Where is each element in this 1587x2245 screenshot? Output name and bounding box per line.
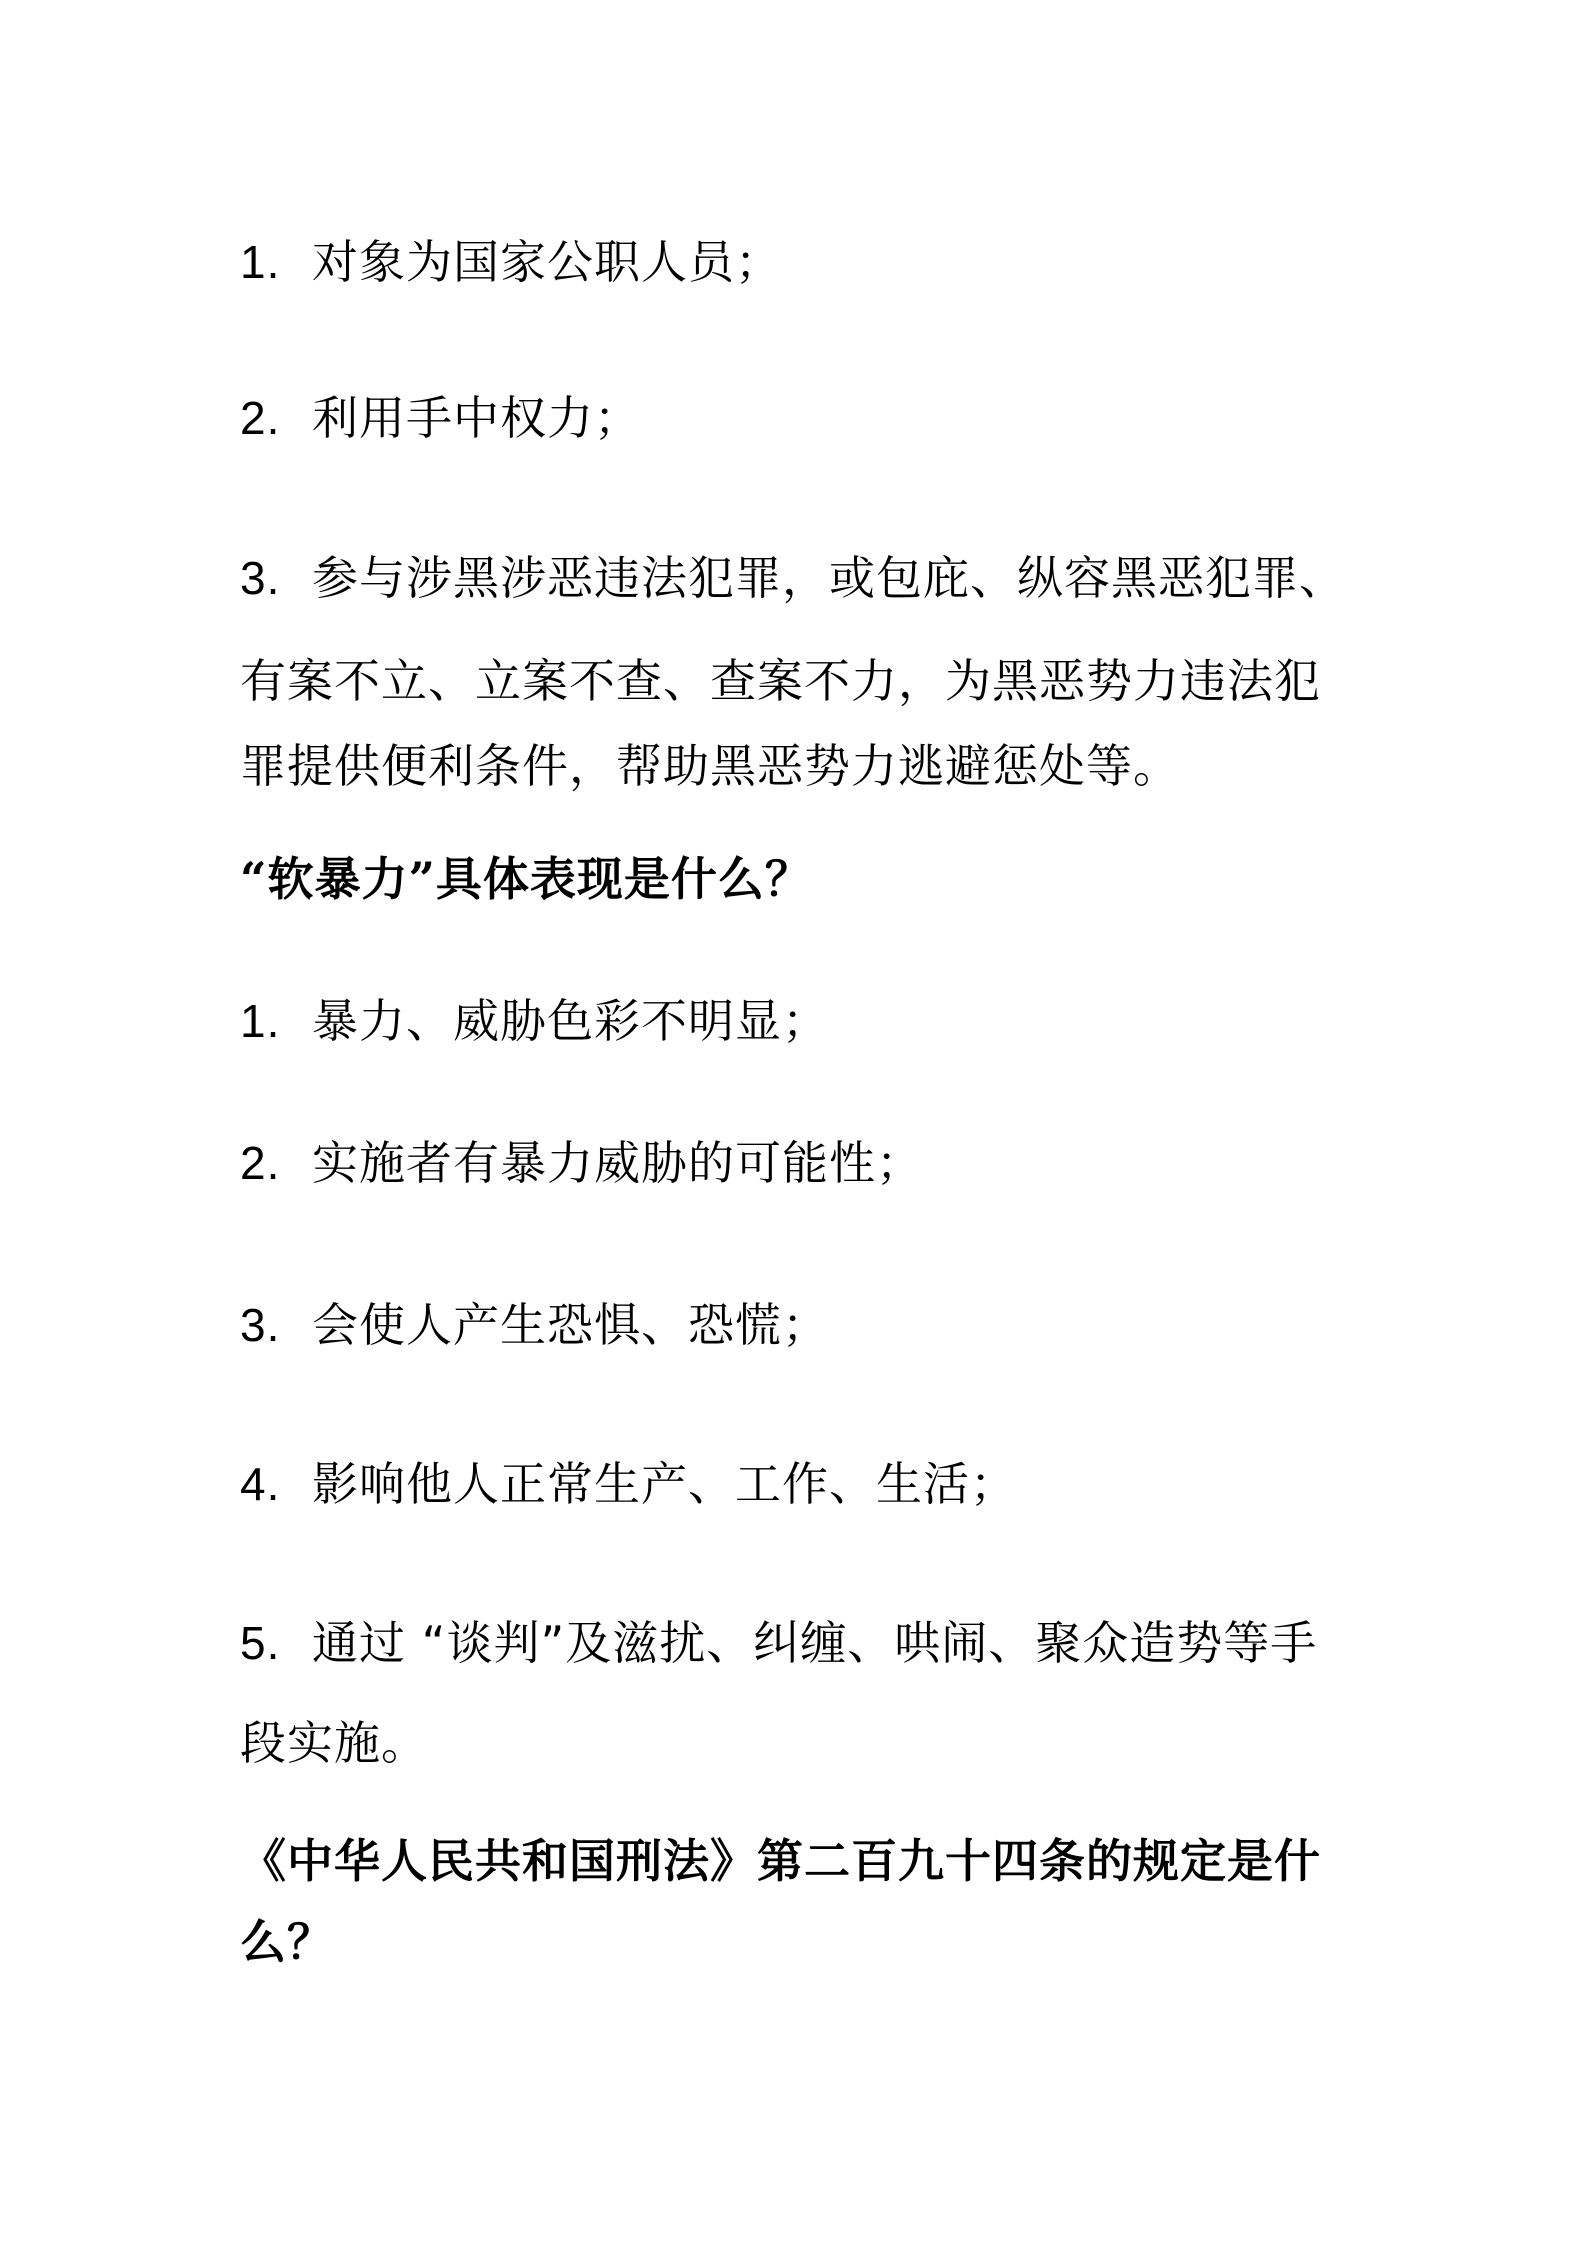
list-item (240, 1133, 1340, 1193)
item-text: 影响他人正常生产、工作、生活； (312, 1457, 1017, 1511)
item-text: 对象为国家公职人员； (312, 235, 782, 289)
item-text: 通过 “谈判”及滋扰、纠缠、哄闹、聚众造势等手 (312, 1616, 1318, 1670)
item-number: 1. (240, 995, 281, 1047)
item-number: 1. (240, 236, 281, 288)
item-number: 2. (240, 392, 281, 444)
section-heading: “软暴力”具体表现是什么？ (240, 852, 812, 906)
list-item (240, 388, 1340, 448)
list-item-continuation: 有案不立、立案不查、查案不力，为黑恶势力违法犯 (240, 654, 1321, 708)
item-number: 4. (240, 1458, 281, 1510)
item-number: 5. (240, 1617, 281, 1669)
item-number: 2. (240, 1137, 281, 1189)
list-item (240, 1613, 1340, 1673)
list-item (240, 548, 1346, 608)
item-number: 3. (240, 1299, 281, 1351)
item-text: 参与涉黑涉恶违法犯罪，或包庇、纵容黑恶犯罪、 (312, 551, 1346, 605)
list-item (240, 991, 1340, 1051)
list-item-continuation: 段实施。 (240, 1716, 428, 1770)
item-text: 暴力、威胁色彩不明显； (312, 994, 829, 1048)
item-text: 会使人产生恐惧、恐慌； (312, 1298, 829, 1352)
item-text: 利用手中权力； (312, 391, 641, 445)
list-item-continuation: 罪提供便利条件，帮助黑恶势力逃避惩处等。 (240, 739, 1180, 793)
list-item (240, 1295, 1340, 1355)
list-item (240, 1454, 1340, 1514)
list-item (240, 232, 1340, 292)
section-heading: 《中华人民共和国刑法》第二百九十四条的规定是什 (240, 1834, 1321, 1888)
item-text: 实施者有暴力威胁的可能性； (312, 1136, 923, 1190)
item-number: 3. (240, 552, 281, 604)
section-heading-continuation: 么？ (240, 1915, 334, 1969)
